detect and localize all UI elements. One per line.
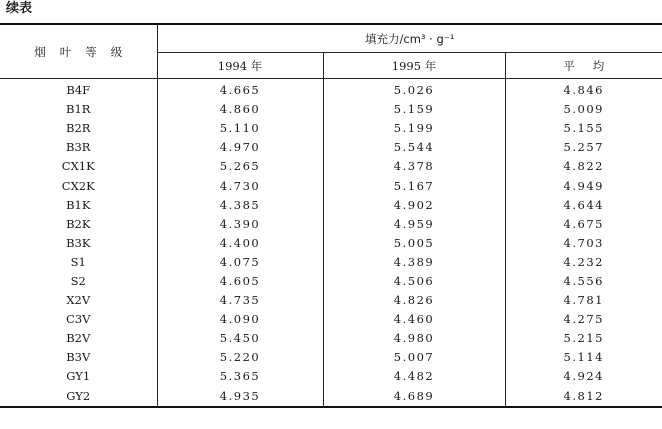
value-1995-cell: 4.902 — [323, 196, 505, 215]
value-1995-cell: 4.959 — [323, 215, 505, 234]
value-1994-cell: 4.730 — [157, 176, 323, 195]
table-caption: 续表 — [6, 1, 33, 16]
table-row — [0, 253, 662, 272]
grade-cell: CX1K — [0, 157, 157, 176]
table-row — [0, 157, 662, 176]
value-1995-cell: 5.199 — [323, 119, 505, 138]
grade-cell: B1R — [0, 100, 157, 119]
value-1995-cell: 4.378 — [323, 157, 505, 176]
average-cell: 4.846 — [563, 83, 604, 98]
value-1994-cell: 4.390 — [157, 215, 323, 234]
value-1994-cell: 4.400 — [157, 234, 323, 253]
value-1994-cell: 4.970 — [157, 138, 323, 157]
value-1995-cell: 4.980 — [323, 329, 505, 348]
grade-cell: C3V — [0, 310, 157, 329]
header-row-top — [0, 24, 662, 53]
average-header: 平均 — [505, 53, 662, 79]
table-row — [0, 310, 662, 329]
average-cell: 5.257 — [563, 140, 604, 155]
average-cell: 4.644 — [563, 197, 604, 212]
value-1994-cell: 4.090 — [157, 310, 323, 329]
fill-capacity-table — [0, 23, 662, 408]
value-1994-cell: 5.220 — [157, 348, 323, 367]
year-1994-header: 1994 年 — [157, 53, 323, 79]
grade-cell: CX2K — [0, 176, 157, 195]
table-row — [0, 79, 662, 101]
grade-column-header: 烟叶等级 — [0, 24, 157, 79]
table-row — [0, 176, 662, 195]
table-row — [0, 329, 662, 348]
value-1994-cell: 4.385 — [157, 196, 323, 215]
table-row — [0, 291, 662, 310]
table-row — [0, 387, 662, 407]
value-1995-cell: 4.826 — [323, 291, 505, 310]
average-cell: 5.215 — [563, 331, 604, 346]
value-1995-cell: 4.460 — [323, 310, 505, 329]
grade-cell: B2K — [0, 215, 157, 234]
average-cell: 5.009 — [563, 102, 604, 117]
average-cell: 4.675 — [563, 216, 604, 231]
table-row — [0, 367, 662, 386]
table-row — [0, 100, 662, 119]
value-1994-cell: 4.935 — [157, 387, 323, 407]
average-cell: 4.556 — [563, 273, 604, 288]
value-1994-cell: 4.735 — [157, 291, 323, 310]
value-1995-cell: 5.005 — [323, 234, 505, 253]
value-1994-cell: 4.075 — [157, 253, 323, 272]
value-1994-cell: 4.860 — [157, 100, 323, 119]
value-1995-cell: 5.159 — [323, 100, 505, 119]
year-1995-header: 1995 年 — [323, 53, 505, 79]
grade-cell: B3R — [0, 138, 157, 157]
value-1994-cell: 5.365 — [157, 367, 323, 386]
grade-cell: GY1 — [0, 367, 157, 386]
average-cell: 4.781 — [563, 293, 604, 308]
fill-capacity-header: 填充力/cm³ · g⁻¹ — [157, 24, 662, 53]
value-1994-cell: 5.450 — [157, 329, 323, 348]
grade-cell: GY2 — [0, 387, 157, 407]
grade-cell: B2R — [0, 119, 157, 138]
table-row — [0, 272, 662, 291]
grade-cell: S2 — [0, 272, 157, 291]
table-header — [0, 24, 662, 79]
value-1995-cell: 5.026 — [323, 79, 505, 101]
table-row — [0, 138, 662, 157]
value-1995-cell: 4.506 — [323, 272, 505, 291]
grade-cell: S1 — [0, 253, 157, 272]
average-cell: 5.155 — [563, 121, 604, 136]
table-body — [0, 79, 662, 407]
table-row — [0, 234, 662, 253]
value-1994-cell: 5.265 — [157, 157, 323, 176]
table-row — [0, 215, 662, 234]
average-cell: 4.703 — [563, 235, 604, 250]
grade-cell: B1K — [0, 196, 157, 215]
value-1995-cell: 4.389 — [323, 253, 505, 272]
value-1995-cell: 5.167 — [323, 176, 505, 195]
average-cell: 4.275 — [563, 312, 604, 327]
average-cell: 4.812 — [505, 387, 662, 407]
grade-cell: B3K — [0, 234, 157, 253]
grade-cell: B2V — [0, 329, 157, 348]
value-1994-cell: 4.665 — [157, 79, 323, 101]
average-cell: 4.924 — [563, 369, 604, 384]
value-1994-cell: 4.605 — [157, 272, 323, 291]
value-1995-cell: 5.544 — [323, 138, 505, 157]
grade-cell: X2V — [0, 291, 157, 310]
table-row — [0, 119, 662, 138]
table-row — [0, 348, 662, 367]
table-row — [0, 196, 662, 215]
grade-cell: B3V — [0, 348, 157, 367]
value-1995-cell: 5.007 — [323, 348, 505, 367]
value-1995-cell: 4.689 — [323, 387, 505, 407]
grade-cell: B4F — [0, 79, 157, 101]
average-cell: 5.114 — [563, 350, 604, 365]
average-cell: 4.232 — [563, 254, 604, 269]
value-1995-cell: 4.482 — [323, 367, 505, 386]
value-1994-cell: 5.110 — [157, 119, 323, 138]
average-cell: 4.822 — [563, 159, 604, 174]
average-cell: 4.949 — [563, 178, 604, 193]
